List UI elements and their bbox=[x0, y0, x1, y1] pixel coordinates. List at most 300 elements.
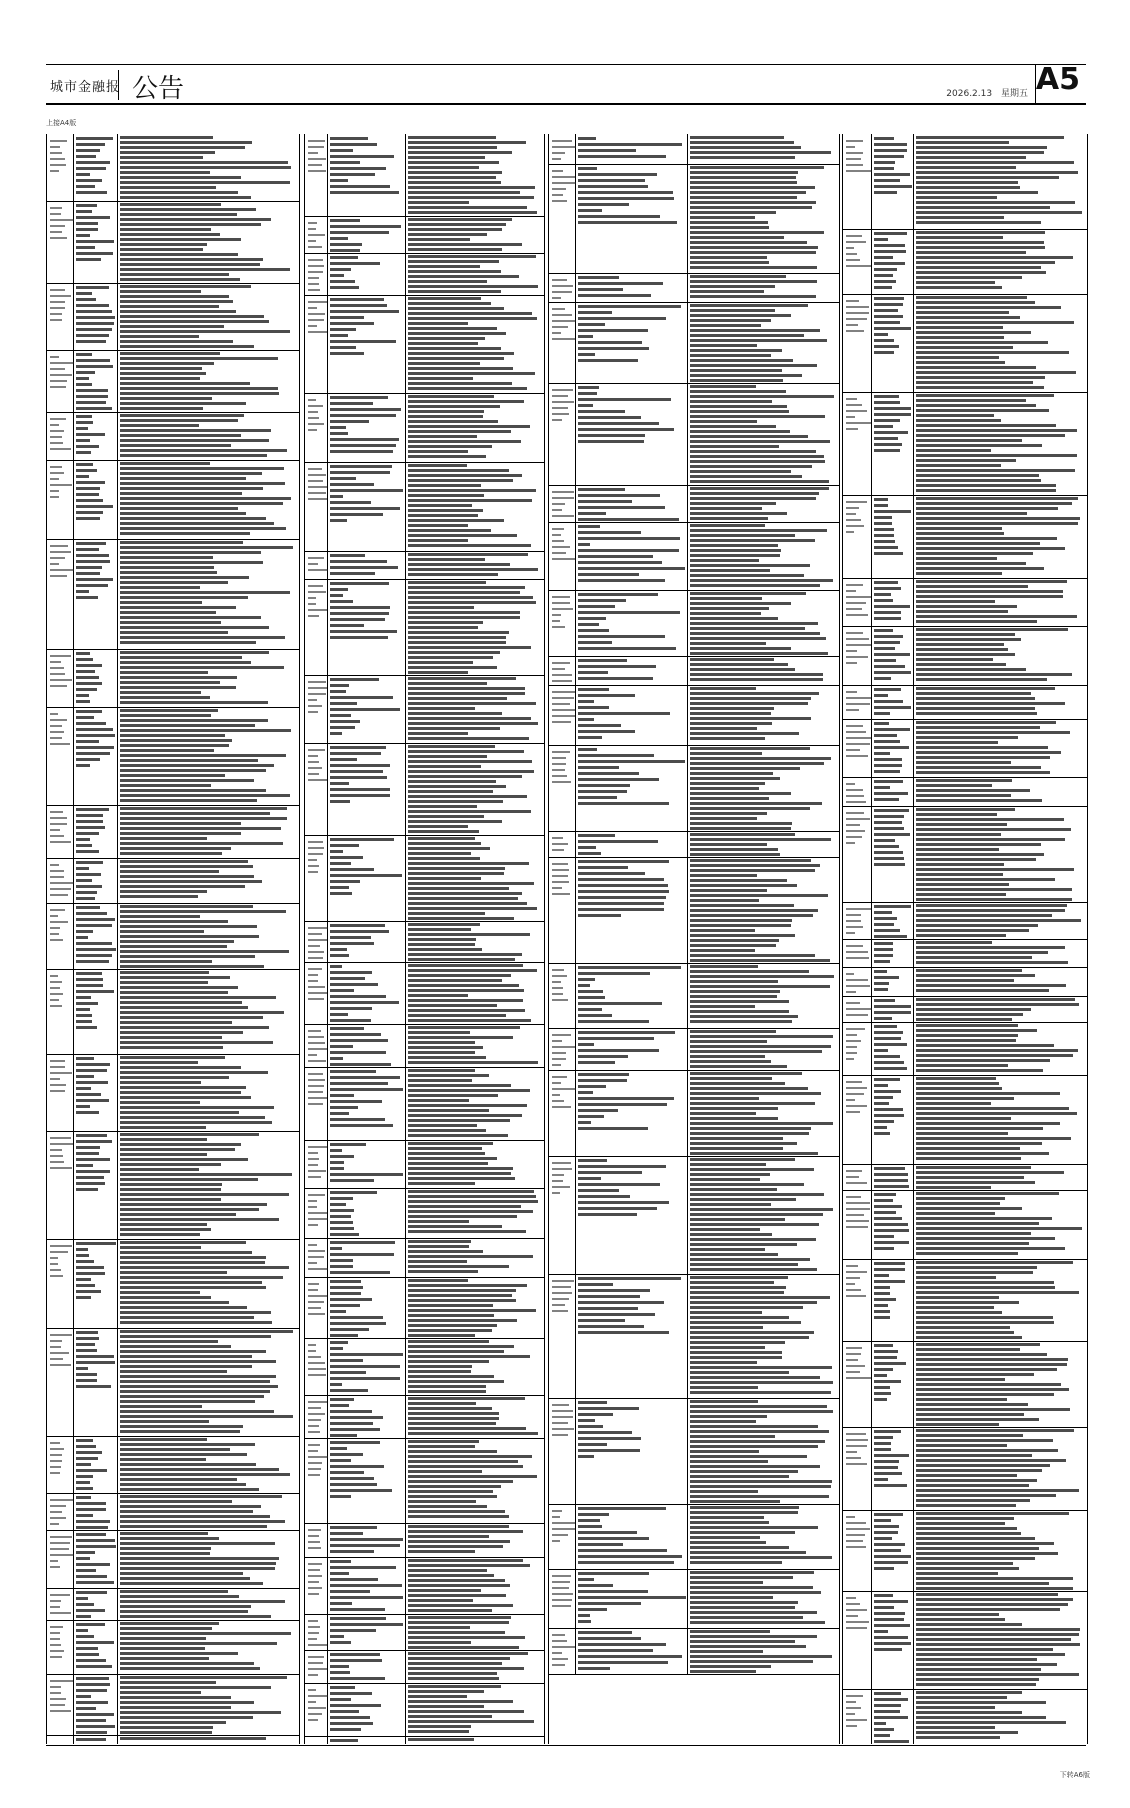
fine-print-stroke bbox=[874, 498, 888, 501]
fine-print-stroke bbox=[408, 238, 470, 241]
fine-print-stroke bbox=[120, 596, 248, 599]
fine-print-stroke bbox=[330, 1155, 354, 1158]
fine-print-stroke bbox=[408, 1422, 496, 1425]
notice-entry bbox=[843, 578, 1087, 627]
cell-divider bbox=[327, 134, 328, 216]
fine-print-stroke bbox=[916, 1082, 999, 1085]
fine-print-stroke bbox=[50, 933, 59, 935]
fine-print-stroke bbox=[330, 1572, 349, 1575]
fine-print-stroke bbox=[120, 258, 263, 261]
fine-print-stroke bbox=[76, 936, 88, 939]
fine-print-stroke bbox=[916, 469, 1075, 472]
fine-print-stroke bbox=[874, 1067, 907, 1070]
fine-print-stroke bbox=[120, 419, 238, 422]
fine-print-stroke bbox=[308, 1206, 317, 1208]
notice-entry bbox=[843, 1510, 1087, 1592]
fine-print-stroke bbox=[308, 246, 322, 248]
fine-print-stroke bbox=[552, 1428, 574, 1430]
fine-print-stroke bbox=[916, 1122, 1060, 1125]
fine-print-stroke bbox=[408, 857, 480, 860]
fine-print-stroke bbox=[408, 1319, 517, 1322]
fine-print-stroke bbox=[846, 1214, 864, 1216]
fine-print-stroke bbox=[578, 834, 615, 837]
fine-print-stroke bbox=[690, 1142, 797, 1145]
fine-print-stroke bbox=[846, 1457, 861, 1459]
fine-print-stroke bbox=[874, 1132, 890, 1135]
fine-print-stroke bbox=[330, 1179, 374, 1182]
fine-print-stroke bbox=[120, 1046, 223, 1049]
fine-print-stroke bbox=[916, 924, 1038, 927]
notice-entry bbox=[843, 902, 1087, 940]
fine-print-stroke bbox=[874, 641, 900, 644]
fine-print-stroke bbox=[120, 749, 214, 752]
fine-print-stroke bbox=[690, 1055, 765, 1058]
fine-print-stroke bbox=[120, 827, 281, 830]
fine-print-stroke bbox=[308, 325, 317, 327]
fine-print-stroke bbox=[552, 1286, 571, 1288]
fine-print-stroke bbox=[690, 1410, 833, 1413]
fine-print-stroke bbox=[690, 445, 779, 448]
fine-print-stroke bbox=[916, 454, 1077, 457]
fine-print-stroke bbox=[690, 201, 816, 204]
fine-print-stroke bbox=[120, 1208, 259, 1211]
fine-print-stroke bbox=[408, 534, 517, 537]
fine-print-stroke bbox=[120, 382, 250, 385]
fine-print-stroke bbox=[578, 1419, 595, 1422]
notice-entry bbox=[549, 745, 839, 832]
fine-print-stroke bbox=[578, 1313, 655, 1316]
fine-print-stroke bbox=[330, 794, 390, 797]
fine-print-stroke bbox=[308, 1091, 323, 1093]
page-number-box bbox=[1035, 64, 1086, 103]
fine-print-stroke bbox=[308, 283, 319, 285]
fine-print-stroke bbox=[916, 1316, 1053, 1319]
fine-print-stroke bbox=[916, 969, 1022, 972]
fine-print-stroke bbox=[408, 1412, 499, 1415]
fine-print-stroke bbox=[330, 856, 363, 859]
fine-print-stroke bbox=[578, 1443, 607, 1446]
fine-print-stroke bbox=[76, 572, 100, 575]
fine-print-stroke bbox=[330, 1118, 385, 1121]
fine-print-stroke bbox=[308, 492, 326, 494]
fine-print-stroke bbox=[408, 553, 528, 556]
fine-print-stroke bbox=[578, 1602, 641, 1605]
fine-print-stroke bbox=[916, 1598, 1073, 1601]
fine-print-stroke bbox=[308, 1307, 321, 1309]
fine-print-stroke bbox=[408, 1475, 537, 1478]
fine-print-stroke bbox=[690, 767, 800, 770]
fine-print-stroke bbox=[330, 477, 356, 480]
fine-print-stroke bbox=[308, 998, 324, 1000]
fine-print-stroke bbox=[578, 149, 636, 152]
fine-print-stroke bbox=[408, 524, 468, 527]
fine-print-stroke bbox=[690, 889, 767, 892]
fine-print-stroke bbox=[690, 843, 767, 846]
fine-print-stroke bbox=[120, 156, 203, 159]
fine-print-stroke bbox=[552, 200, 567, 202]
cell-divider bbox=[687, 857, 688, 963]
fine-print-stroke bbox=[690, 757, 831, 760]
fine-print-stroke bbox=[690, 1460, 768, 1463]
fine-print-stroke bbox=[578, 537, 680, 540]
fine-print-stroke bbox=[874, 833, 910, 836]
fine-print-stroke bbox=[120, 1276, 283, 1279]
fine-print-stroke bbox=[690, 762, 824, 765]
fine-print-stroke bbox=[916, 1343, 1040, 1346]
fine-print-stroke bbox=[874, 911, 892, 914]
fine-print-stroke bbox=[690, 848, 778, 851]
cell-divider bbox=[913, 1510, 914, 1591]
fine-print-stroke bbox=[408, 661, 473, 664]
fine-print-stroke bbox=[408, 1589, 481, 1592]
fine-print-stroke bbox=[874, 798, 899, 801]
notice-entry bbox=[549, 485, 839, 523]
fine-print-stroke bbox=[552, 528, 564, 530]
fine-print-stroke bbox=[120, 1096, 251, 1099]
fine-print-stroke bbox=[308, 1060, 326, 1062]
fine-print-stroke bbox=[874, 1061, 904, 1064]
fine-print-stroke bbox=[408, 907, 537, 910]
fine-print-stroke bbox=[846, 783, 855, 785]
fine-print-stroke bbox=[50, 448, 71, 450]
fine-print-stroke bbox=[846, 608, 862, 610]
fine-print-stroke bbox=[50, 1072, 72, 1074]
cell-divider bbox=[871, 967, 872, 996]
fine-print-stroke bbox=[76, 252, 113, 255]
fine-print-stroke bbox=[874, 764, 902, 767]
fine-print-stroke bbox=[916, 381, 1033, 384]
notice-entry bbox=[305, 1614, 544, 1651]
fine-print-stroke bbox=[874, 1292, 890, 1295]
notice-entry bbox=[305, 1650, 544, 1684]
notice-entry bbox=[549, 1156, 839, 1275]
fine-print-stroke bbox=[76, 722, 106, 725]
fine-print-stroke bbox=[76, 511, 103, 514]
fine-print-stroke bbox=[874, 780, 903, 783]
fine-print-stroke bbox=[330, 838, 394, 841]
fine-print-stroke bbox=[330, 948, 347, 951]
fine-print-stroke bbox=[690, 1336, 809, 1339]
fine-print-stroke bbox=[690, 712, 771, 715]
fine-print-stroke bbox=[874, 605, 910, 608]
notice-entry bbox=[843, 806, 1087, 903]
fine-print-stroke bbox=[916, 1029, 1037, 1032]
fine-print-stroke bbox=[578, 1531, 637, 1534]
fine-print-stroke bbox=[874, 746, 909, 749]
fine-print-stroke bbox=[408, 430, 511, 433]
fine-print-stroke bbox=[690, 1015, 798, 1018]
fine-print-stroke bbox=[916, 620, 1037, 623]
fine-print-stroke bbox=[578, 1002, 662, 1005]
fine-print-stroke bbox=[76, 1081, 108, 1084]
fine-print-stroke bbox=[690, 1248, 765, 1251]
cell-divider bbox=[575, 383, 576, 485]
fine-print-stroke bbox=[50, 1340, 62, 1342]
fine-print-stroke bbox=[408, 1182, 475, 1185]
fine-print-stroke bbox=[578, 984, 590, 987]
fine-print-stroke bbox=[690, 838, 831, 841]
fine-print-stroke bbox=[330, 268, 351, 271]
fine-print-stroke bbox=[76, 670, 95, 673]
fine-print-stroke bbox=[552, 146, 576, 148]
fine-print-stroke bbox=[330, 588, 348, 591]
fine-print-stroke bbox=[916, 1633, 1079, 1636]
fine-print-stroke bbox=[690, 1223, 819, 1226]
fine-print-stroke bbox=[76, 740, 99, 743]
fine-print-stroke bbox=[690, 1233, 772, 1236]
fine-print-stroke bbox=[408, 1119, 510, 1122]
fine-print-stroke bbox=[690, 1092, 821, 1095]
fine-print-stroke bbox=[120, 1552, 210, 1555]
fine-print-stroke bbox=[330, 1334, 358, 1337]
fine-print-stroke bbox=[50, 870, 64, 872]
fine-print-stroke bbox=[76, 475, 89, 478]
fine-print-stroke bbox=[76, 173, 90, 176]
fine-print-stroke bbox=[76, 1057, 94, 1060]
fine-print-stroke bbox=[690, 539, 815, 542]
fine-print-stroke bbox=[120, 218, 271, 221]
fine-print-stroke bbox=[408, 1550, 475, 1553]
fine-print-stroke bbox=[408, 494, 484, 497]
fine-print-stroke bbox=[552, 1174, 564, 1176]
fine-print-stroke bbox=[916, 989, 1049, 992]
fine-print-stroke bbox=[552, 194, 563, 196]
fine-print-stroke bbox=[308, 1563, 322, 1565]
fine-print-stroke bbox=[690, 236, 784, 239]
fine-print-stroke bbox=[690, 1107, 778, 1110]
fine-print-stroke bbox=[408, 382, 512, 385]
fine-print-stroke bbox=[874, 821, 902, 824]
fine-print-stroke bbox=[308, 301, 327, 303]
cell-divider bbox=[575, 590, 576, 656]
fine-print-stroke bbox=[408, 1700, 513, 1703]
fine-print-stroke bbox=[408, 1031, 470, 1034]
fine-print-stroke bbox=[690, 574, 804, 577]
fine-print-stroke bbox=[330, 340, 396, 343]
fine-print-stroke bbox=[308, 1250, 325, 1252]
fine-print-stroke bbox=[846, 725, 863, 727]
notice-entry bbox=[549, 831, 839, 858]
fine-print-stroke bbox=[578, 1449, 640, 1452]
fine-print-stroke bbox=[916, 1512, 1069, 1515]
fine-print-stroke bbox=[408, 1314, 494, 1317]
fine-print-stroke bbox=[50, 894, 68, 896]
fine-print-stroke bbox=[120, 1218, 279, 1221]
fine-print-stroke bbox=[874, 677, 891, 680]
fine-print-stroke bbox=[120, 1515, 270, 1518]
cell-divider bbox=[405, 743, 406, 835]
fine-print-stroke bbox=[874, 1262, 905, 1265]
fine-print-stroke bbox=[50, 661, 61, 663]
fine-print-stroke bbox=[846, 1445, 867, 1447]
fine-print-stroke bbox=[916, 1363, 1067, 1366]
fine-print-stroke bbox=[308, 486, 327, 488]
fine-print-stroke bbox=[120, 1143, 241, 1146]
fine-print-stroke bbox=[578, 282, 663, 285]
fine-print-stroke bbox=[76, 1254, 89, 1257]
fine-print-stroke bbox=[120, 606, 236, 609]
fine-print-stroke bbox=[916, 1276, 996, 1279]
fine-print-stroke bbox=[578, 1171, 642, 1174]
fine-print-stroke bbox=[690, 637, 826, 640]
fine-print-stroke bbox=[120, 895, 198, 898]
fine-print-stroke bbox=[690, 1040, 767, 1043]
fine-print-stroke bbox=[916, 1176, 1024, 1179]
fine-print-stroke bbox=[120, 146, 245, 149]
fine-print-stroke bbox=[408, 1604, 513, 1607]
fine-print-stroke bbox=[916, 1494, 1056, 1497]
cell-divider bbox=[73, 969, 74, 1054]
fine-print-stroke bbox=[408, 1172, 511, 1175]
fine-print-stroke bbox=[120, 1458, 206, 1461]
fine-print-stroke bbox=[690, 1465, 820, 1468]
fine-print-stroke bbox=[50, 1600, 61, 1602]
fine-print-stroke bbox=[690, 1168, 814, 1171]
fine-print-stroke bbox=[690, 722, 772, 725]
fine-print-stroke bbox=[308, 1212, 327, 1214]
fine-print-stroke bbox=[330, 684, 349, 687]
fine-print-stroke bbox=[578, 203, 629, 206]
fine-print-stroke bbox=[690, 622, 818, 625]
notice-entry bbox=[305, 579, 544, 676]
fine-print-stroke bbox=[76, 328, 112, 331]
fine-print-stroke bbox=[916, 1296, 999, 1299]
fine-print-stroke bbox=[408, 1402, 476, 1405]
fine-print-stroke bbox=[690, 990, 780, 993]
fine-print-stroke bbox=[874, 857, 904, 860]
cell-divider bbox=[117, 1436, 118, 1493]
fine-print-stroke bbox=[120, 1662, 254, 1665]
fine-print-stroke bbox=[578, 700, 594, 703]
fine-print-stroke bbox=[330, 143, 377, 146]
fine-print-stroke bbox=[846, 596, 871, 598]
fine-print-stroke bbox=[50, 418, 66, 420]
fine-print-stroke bbox=[76, 1520, 110, 1523]
fine-print-stroke bbox=[76, 1164, 93, 1167]
fine-print-stroke bbox=[308, 1456, 328, 1458]
fine-print-stroke bbox=[578, 1667, 610, 1670]
fine-print-stroke bbox=[308, 228, 316, 230]
cell-divider bbox=[913, 1341, 914, 1427]
fine-print-stroke bbox=[916, 201, 1075, 204]
notice-entry bbox=[549, 685, 839, 746]
cell-divider bbox=[871, 902, 872, 939]
fine-print-stroke bbox=[76, 1361, 115, 1364]
fine-print-stroke bbox=[690, 1660, 813, 1663]
fine-print-stroke bbox=[408, 357, 504, 360]
fine-print-stroke bbox=[916, 585, 1028, 588]
fine-print-stroke bbox=[330, 1532, 363, 1535]
fine-print-stroke bbox=[578, 872, 645, 875]
fine-print-stroke bbox=[874, 516, 892, 519]
fine-print-stroke bbox=[76, 137, 113, 140]
fine-print-stroke bbox=[76, 415, 92, 418]
fine-print-stroke bbox=[916, 439, 1022, 442]
notice-entry bbox=[47, 1674, 299, 1736]
fine-print-stroke bbox=[846, 1371, 860, 1373]
fine-print-stroke bbox=[690, 1420, 756, 1423]
fine-print-stroke bbox=[76, 596, 98, 599]
fine-print-stroke bbox=[874, 935, 907, 938]
fine-print-stroke bbox=[120, 424, 199, 427]
fine-print-stroke bbox=[120, 1453, 247, 1456]
fine-print-stroke bbox=[50, 1704, 65, 1706]
notice-entry bbox=[47, 1588, 299, 1621]
fine-print-stroke bbox=[690, 980, 778, 983]
notice-entry bbox=[47, 649, 299, 708]
fine-print-stroke bbox=[120, 1101, 200, 1104]
fine-print-stroke bbox=[578, 1201, 669, 1204]
fine-print-stroke bbox=[578, 1325, 644, 1328]
notice-entry bbox=[843, 996, 1087, 1023]
fine-print-stroke bbox=[308, 1547, 321, 1549]
fine-print-stroke bbox=[578, 1537, 649, 1540]
fine-print-stroke bbox=[408, 307, 504, 310]
fine-print-stroke bbox=[874, 1448, 891, 1451]
fine-print-stroke bbox=[846, 824, 860, 826]
fine-print-stroke bbox=[308, 1419, 321, 1421]
notice-entry bbox=[305, 1557, 544, 1615]
fine-print-stroke bbox=[120, 965, 264, 968]
fine-print-stroke bbox=[552, 332, 561, 334]
notice-column-2 bbox=[304, 134, 545, 1744]
fine-print-stroke bbox=[120, 1241, 246, 1244]
fine-print-stroke bbox=[408, 1114, 522, 1117]
fine-print-stroke bbox=[308, 1587, 322, 1589]
fine-print-stroke bbox=[552, 140, 572, 142]
fine-print-stroke bbox=[916, 497, 1078, 500]
notice-entry bbox=[549, 273, 839, 303]
fine-print-stroke bbox=[916, 909, 1065, 912]
fine-print-stroke bbox=[916, 1603, 1068, 1606]
fine-print-stroke bbox=[120, 462, 210, 465]
fine-print-stroke bbox=[408, 1074, 489, 1077]
fine-print-stroke bbox=[408, 1084, 511, 1087]
fine-print-stroke bbox=[408, 737, 529, 740]
fine-print-stroke bbox=[552, 413, 569, 415]
fine-print-stroke bbox=[874, 1704, 901, 1707]
fine-print-stroke bbox=[578, 623, 599, 626]
fine-print-stroke bbox=[76, 487, 100, 490]
notice-entry bbox=[305, 921, 544, 963]
fine-print-stroke bbox=[330, 489, 403, 492]
fine-print-stroke bbox=[120, 759, 258, 762]
notice-entry bbox=[305, 1438, 544, 1524]
fine-print-stroke bbox=[846, 1265, 858, 1267]
fine-print-stroke bbox=[916, 751, 1061, 754]
fine-print-stroke bbox=[578, 1649, 653, 1652]
fine-print-stroke bbox=[330, 1728, 361, 1731]
notice-entry bbox=[47, 969, 299, 1055]
fine-print-stroke bbox=[690, 487, 829, 490]
fine-print-stroke bbox=[76, 1615, 91, 1618]
fine-print-stroke bbox=[408, 1360, 489, 1363]
fine-print-stroke bbox=[916, 1157, 1021, 1160]
cell-divider bbox=[73, 201, 74, 283]
cell-divider bbox=[405, 1140, 406, 1188]
fine-print-stroke bbox=[50, 569, 74, 571]
fine-print-stroke bbox=[408, 352, 514, 355]
fine-print-stroke bbox=[578, 1620, 591, 1623]
cell-divider bbox=[687, 1028, 688, 1070]
fine-print-stroke bbox=[578, 1307, 638, 1310]
fine-print-stroke bbox=[120, 1737, 266, 1740]
fine-print-stroke bbox=[50, 231, 62, 233]
fine-print-stroke bbox=[408, 1205, 521, 1208]
fine-print-stroke bbox=[916, 166, 1016, 169]
fine-print-stroke bbox=[120, 1405, 202, 1408]
fine-print-stroke bbox=[120, 875, 254, 878]
